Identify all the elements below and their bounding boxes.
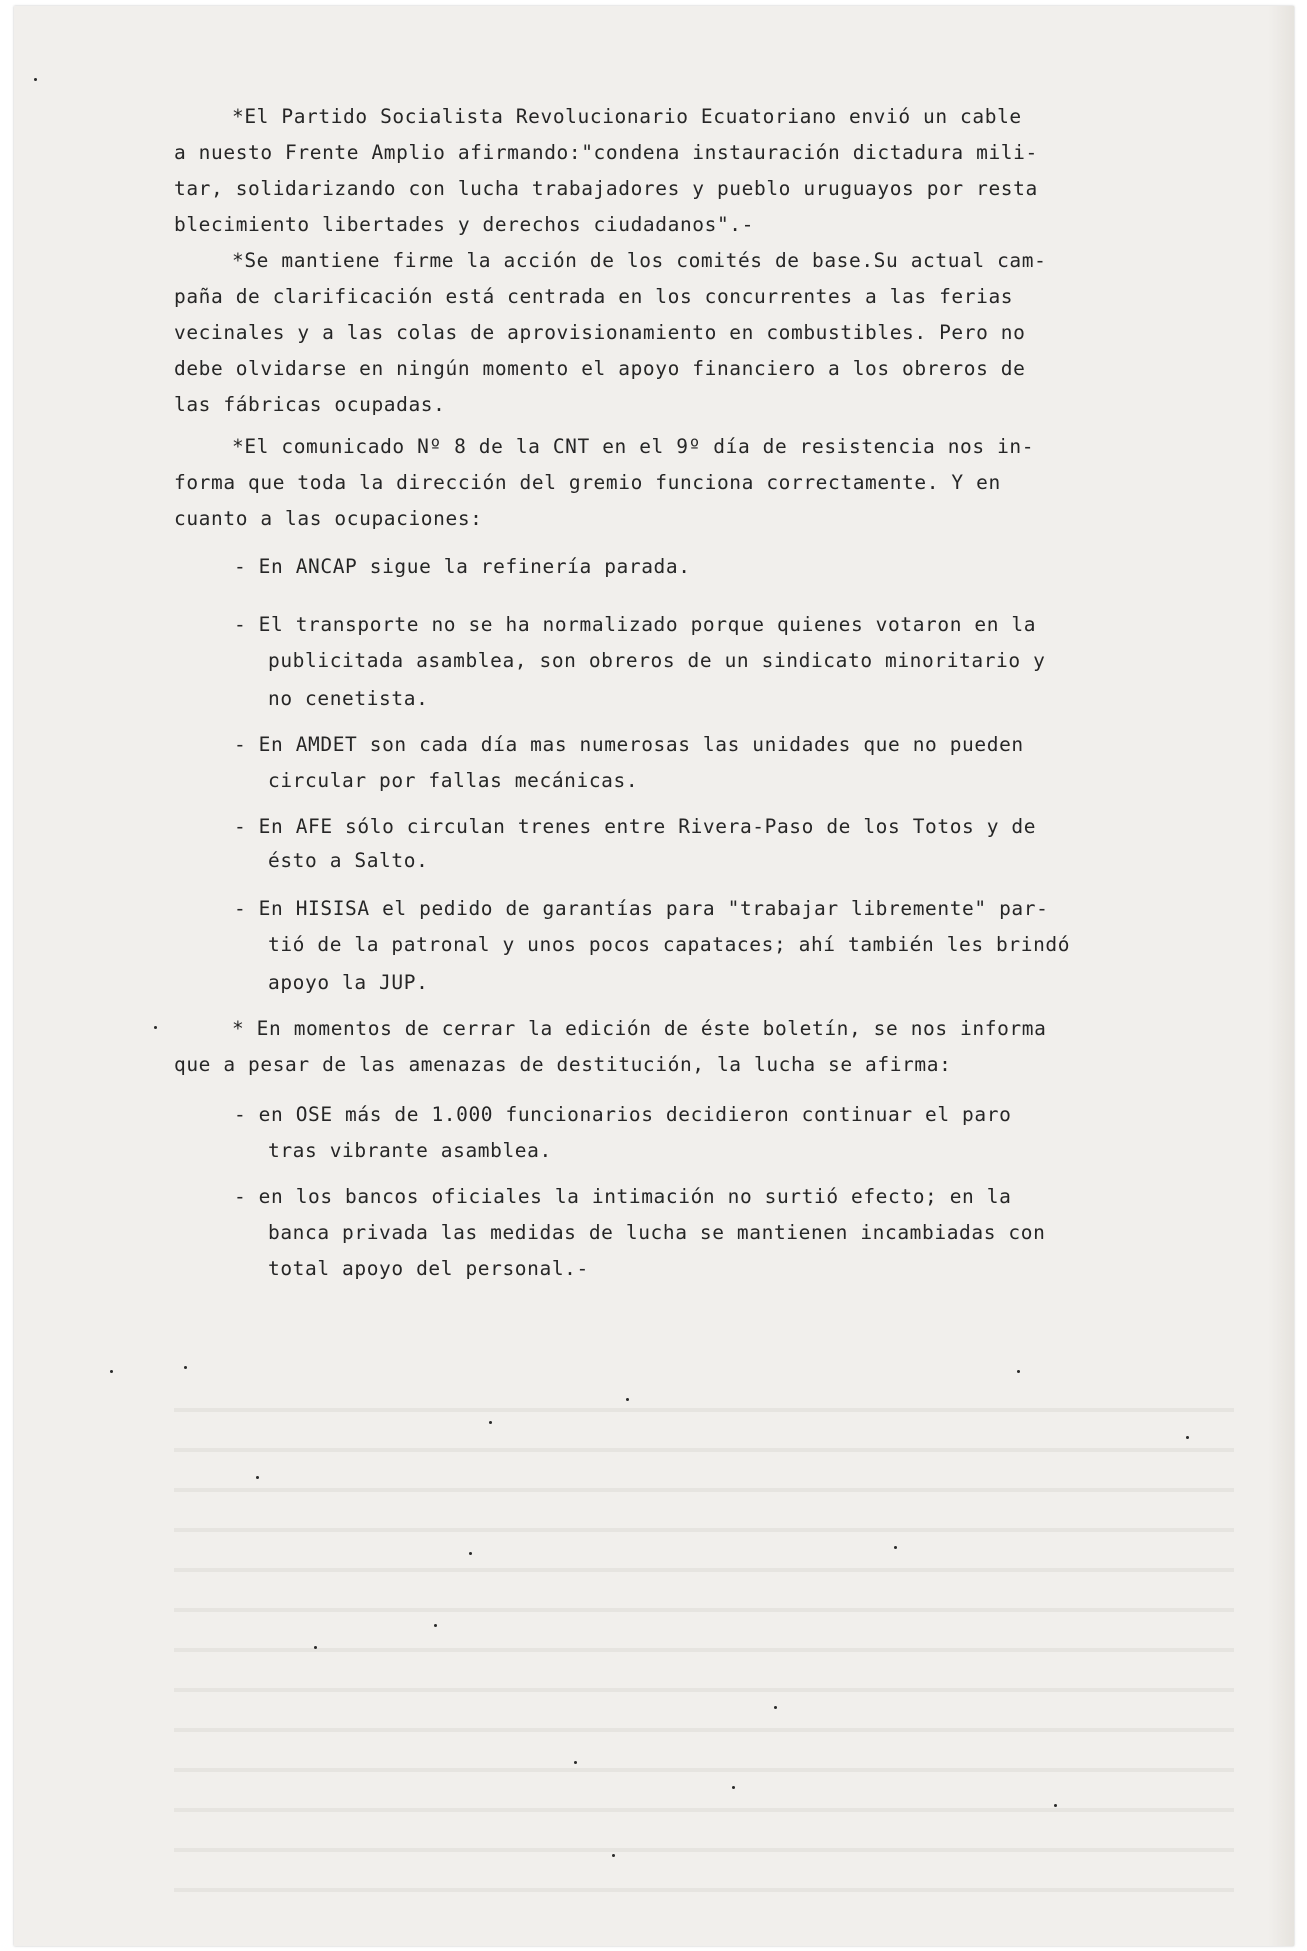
text-line: banca privada las medidas de lucha se mantienen incambiadas con [268, 1221, 1046, 1244]
ink-speck [184, 1366, 187, 1369]
text-line: vecinales y a las colas de aprovisionamiento en combustibles. Pero no [174, 321, 1026, 344]
text-line: debe olvidarse en ningún momento el apoyo financiero a los obreros de [174, 357, 1026, 380]
text-line: tar, solidarizando con lucha trabajadores y pueblo uruguayos por resta [174, 177, 1038, 200]
text-line: no cenetista. [268, 687, 429, 710]
ink-speck [489, 1421, 492, 1424]
text-line: blecimiento libertades y derechos ciudadanos".- [174, 213, 754, 236]
paper-sheet [14, 6, 1294, 1946]
list-item: - En AMDET son cada día mas numerosas las unidades que no pueden [234, 733, 1024, 756]
ink-speck [774, 1706, 777, 1709]
text-line: tió de la patronal y unos pocos capataces; ahí también les brindó [268, 933, 1071, 956]
text-line: tras vibrante asamblea. [268, 1139, 552, 1162]
list-item: - en los bancos oficiales la intimación no surtió efecto; en la [234, 1185, 1012, 1208]
text-line: que a pesar de las amenazas de destitución, la lucha se afirma: [174, 1053, 952, 1076]
text-line: apoyo la JUP. [268, 971, 429, 994]
ink-speck [469, 1552, 472, 1555]
ink-speck [612, 1854, 615, 1857]
list-item: - En AFE sólo circulan trenes entre Rivera-Paso de los Totos y de [234, 815, 1037, 838]
ink-speck [626, 1398, 629, 1401]
list-item: - El transporte no se ha normalizado porque quienes votaron en la [234, 613, 1037, 636]
list-item: - en OSE más de 1.000 funcionarios decidieron continuar el paro [234, 1103, 1012, 1126]
ink-speck [894, 1546, 897, 1549]
ink-speck [256, 1476, 259, 1479]
ink-speck [574, 1761, 577, 1764]
ink-speck [1054, 1804, 1057, 1807]
text-line: publicitada asamblea, son obreros de un sindicato minoritario y [268, 649, 1046, 672]
text-line: forma que toda la dirección del gremio funciona correctamente. Y en [174, 471, 1001, 494]
ink-speck [1186, 1436, 1189, 1439]
reverse-side-bleed-through [174, 1386, 1234, 1906]
ink-speck [434, 1624, 437, 1627]
text-line: * En momentos de cerrar la edición de éste boletín, se nos informa [232, 1017, 1047, 1040]
list-item: - En HISISA el pedido de garantías para "trabajar libremente" par- [234, 897, 1049, 920]
ink-speck [110, 1370, 113, 1373]
text-line: las fábricas ocupadas. [174, 393, 446, 416]
ink-speck [314, 1646, 317, 1649]
text-line: a nuesto Frente Amplio afirmando:"condena instauración dictadura mili- [174, 141, 1038, 164]
text-line: paña de clarificación está centrada en los concurrentes a las ferias [174, 285, 1014, 308]
text-line: ésto a Salto. [268, 849, 429, 872]
ink-speck [34, 78, 37, 81]
text-line: *El comunicado Nº 8 de la CNT en el 9º día de resistencia nos in- [232, 435, 1035, 458]
list-item: - En ANCAP sigue la refinería parada. [234, 555, 691, 578]
ink-speck [732, 1786, 735, 1789]
text-line: circular por fallas mecánicas. [268, 769, 639, 792]
text-line: cuanto a las ocupaciones: [174, 507, 483, 530]
text-line: *El Partido Socialista Revolucionario Ecuatoriano envió un cable [232, 105, 1022, 128]
ink-speck [1017, 1370, 1020, 1373]
text-line: *Se mantiene firme la acción de los comités de base.Su actual cam- [232, 249, 1047, 272]
text-line: total apoyo del personal.- [268, 1257, 589, 1280]
ink-speck [154, 1026, 157, 1029]
